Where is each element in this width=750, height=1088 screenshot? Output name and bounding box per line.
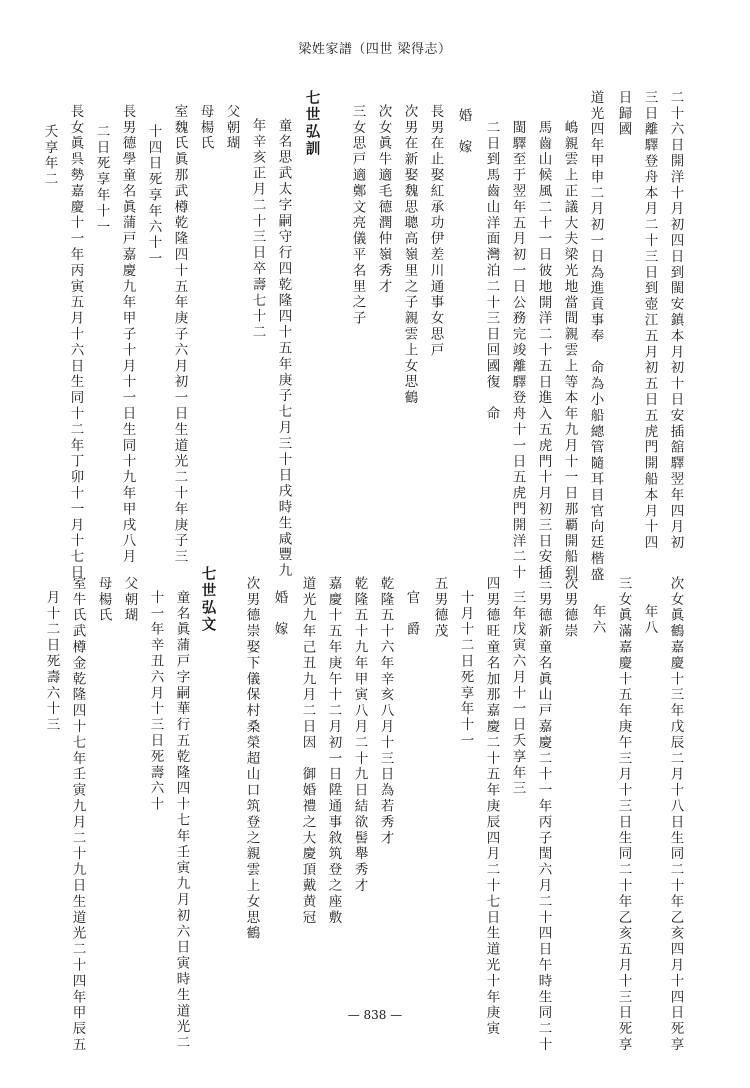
lower-text-column: 年六 — [589, 604, 606, 636]
lower-text-column: 十一年辛丑六月十三日死壽六十 — [147, 590, 164, 813]
lower-text-column: 母楊氏 — [95, 576, 112, 624]
upper-text-column: 童名思武太字嗣守行四乾隆四十五年庚子七月三十日戌時生咸豐九 — [275, 118, 292, 580]
upper-text-column: 二日到馬齒山洋面灣泊二十三日回國復 命 — [483, 120, 500, 423]
upper-text-column: 馬齒山候風二十一日彼地開洋二十五日進入五虎門十月初三日安插 — [535, 120, 552, 582]
lower-text-column: 月十二日死壽六十三 — [43, 590, 60, 734]
upper-text-column: 婚 嫁 — [455, 108, 472, 156]
upper-text-column: 長男德學童名眞蒲戸嘉慶九年甲子十月十一日生同十九年甲戌八月 — [119, 104, 136, 566]
lower-text-column: 道光九年己丑九月二日因 御婚禮之大慶頂戴黄冠 — [299, 576, 316, 926]
upper-text-column: 三女思戸適鄭文亮儀平名里之子 — [349, 104, 366, 327]
upper-text-column: 三日離驛登舟本月二十三日到壺江五月初五日五虎門開船本月十四 — [641, 90, 658, 552]
upper-text-column: 道光四年甲申二月初一日為進貢事奉 命為小船總管隨耳目官向廷楷盛 — [587, 90, 604, 583]
upper-text-column: 母楊氏 — [197, 104, 214, 152]
lower-text-column: 次男德崇 — [561, 576, 578, 640]
lower-text-column: 五男德茂 — [431, 576, 448, 640]
lower-text-column: 次男德崇娶下儀保村桑榮超山口筑登之親雲上女思鶴 — [243, 576, 260, 942]
lower-text-column: 父朝瑚 — [121, 576, 138, 624]
upper-text-column: 室魏氏眞那武樽乾隆四十五年庚子六月初一日生道光二十年庚子三 — [171, 104, 188, 566]
upper-text-column: 二十六日開洋十月初四日到閩安鎮本月初十日安插舘驛翌年四月初 — [667, 90, 684, 552]
upper-text-column: 次男在新娶魏思聰高嶺里之子親雲上女思鶴 — [401, 104, 418, 407]
lower-text-column: 嘉慶十五年庚午十二月初一日陞通事敘筑登之座敷 — [325, 576, 342, 926]
lower-text-column: 婚 嫁 — [271, 590, 288, 638]
upper-text-column: 日歸國 — [615, 90, 632, 138]
upper-text-column: 夭享年二 — [41, 124, 58, 188]
page-header: 梁姓家譜（四世 梁得志） — [298, 42, 452, 57]
upper-text-column: 父朝瑚 — [223, 104, 240, 152]
lower-section-heading: 七世弘文 — [199, 566, 217, 634]
lower-text-column: 室牛氏武樽金乾隆四十七年壬寅九月二十九日生道光二十四年甲辰五 — [69, 576, 86, 1053]
lower-text-column: 三女眞滿嘉慶十五年庚午三月十三日生同二十年乙亥五月十三日死享 — [615, 576, 632, 1053]
page-number: — 838 — — [347, 1008, 403, 1022]
upper-text-column: 年辛亥正月二十三日卒壽七十二 — [249, 118, 266, 341]
lower-text-column: 四男德旺童名加那嘉慶二十五年庚辰四月二十七日生道光十年庚寅 — [483, 576, 500, 1038]
upper-text-column: 二日死享年十一 — [93, 124, 110, 236]
lower-text-column: 乾隆五十六年辛亥八月十三日為若秀才 — [377, 576, 394, 847]
lower-text-column: 乾隆五十九年甲寅八月二十九日結欲髻舉秀才 — [351, 576, 368, 894]
lower-text-column: 三年戊寅六月十一日夭享年三 — [509, 590, 526, 797]
upper-text-column: 長女眞呉勢嘉慶十一年丙寅五月十六日生同十二年丁卯十一月十七日 — [67, 104, 84, 581]
upper-text-column: 長男在止娶紅承功伊差川通事女思戸 — [427, 104, 444, 359]
upper-text-column: 次女眞牛適毛德潤仲嶺秀才 — [375, 104, 392, 295]
lower-text-column: 十月十二日死享年十一 — [457, 590, 474, 749]
lower-text-column: 童名眞蒲戸字嗣華行五乾隆四十七年壬寅九月初六日寅時生道光二 — [173, 590, 190, 1052]
upper-text-column: 十四日死享年六十一 — [145, 124, 162, 268]
upper-text-column: 嶋親雲上正議大夫梁光地當間親雲上等本年九月十一日那覇開船到 — [561, 120, 578, 582]
lower-text-column: 年八 — [641, 604, 658, 636]
upper-section-heading: 七世弘訓 — [303, 90, 321, 158]
upper-text-column: 閩驛至于翌年五月初一日公務完竣離驛登舟十一日五虎門開洋二十 — [509, 120, 526, 582]
lower-text-column: 官 爵 — [403, 590, 420, 638]
lower-text-column: 次女眞鶴嘉慶十三年戊辰二月十八日生同二十年乙亥四月十四日死享 — [667, 576, 684, 1053]
lower-text-column: 三男德新童名眞山戸嘉慶二十一年丙子閏六月二十四日午時生同二十 — [535, 576, 552, 1053]
